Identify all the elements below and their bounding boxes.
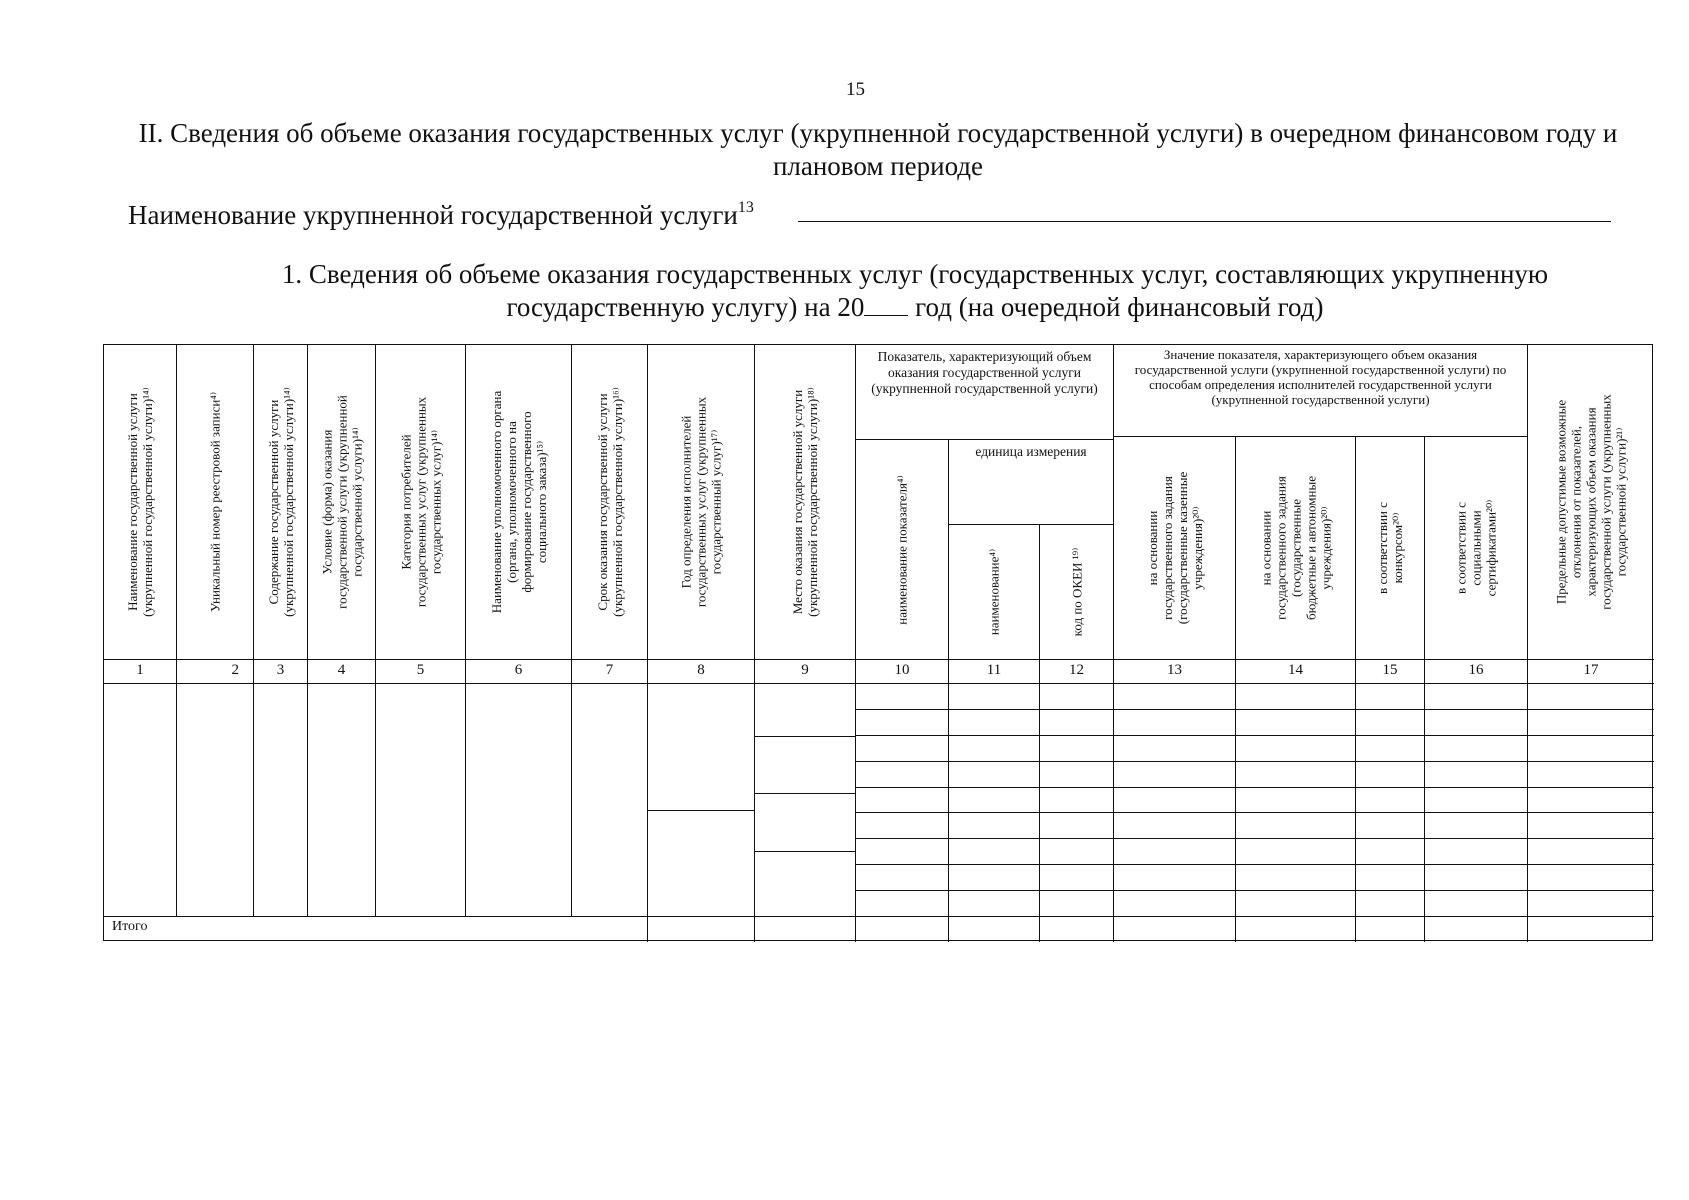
column-number-text: 3 [276, 662, 285, 678]
total-row-cell [755, 917, 856, 942]
header-col-16 [1425, 437, 1528, 660]
table-cell [1528, 762, 1654, 788]
table-cell [1356, 891, 1425, 917]
table-cell [949, 891, 1040, 917]
table-cell [1425, 839, 1528, 865]
column-number-12 [1040, 660, 1114, 684]
table-cell [1040, 813, 1114, 839]
body-merged-col-3 [254, 684, 308, 917]
table-cell [1114, 684, 1236, 710]
total-row-cell [1356, 917, 1425, 942]
table-cell [1236, 684, 1356, 710]
service-name-label [128, 193, 754, 232]
table-cell [1528, 865, 1654, 891]
column-number-9 [755, 660, 856, 684]
column-number-text: 13 [1167, 662, 1182, 678]
table-cell [1114, 891, 1236, 917]
body-col-9-block [755, 794, 856, 852]
header-group-value-text: Значение показателя, характеризующего объем оказания государственной услуги (укрупненной государственной услуги) по способам определения исполнителей государственной услуги (укрупненной государственной услуги) [1134, 347, 1507, 407]
table-cell [1114, 813, 1236, 839]
table-cell [856, 839, 949, 865]
total-row-cell [949, 917, 1040, 942]
table-cell [1040, 865, 1114, 891]
table-cell [1356, 710, 1425, 736]
table-cell [1425, 710, 1528, 736]
column-number-text: 6 [514, 662, 523, 678]
body-col-9-block [755, 684, 856, 737]
total-row-cell [856, 917, 949, 942]
body-col-9-block [755, 852, 856, 917]
table-cell [856, 736, 949, 762]
column-number-text: 14 [1288, 662, 1303, 678]
table-cell [1114, 736, 1236, 762]
section-title: II. Сведения об объеме оказания государственных услуг (укрупненной государственной услуги) в очередном финансовом году и плановом периоде [138, 118, 1618, 181]
table-cell [1425, 684, 1528, 710]
header-col-6-text: Наименование уполномоченного органа (органа, уполномоченного на формирование государственного социального заказа)¹⁵⁾ [488, 390, 549, 614]
column-number-17 [1528, 660, 1654, 684]
table-cell [1528, 788, 1654, 814]
header-col-14-text: на основании государственного задания (государственные бюджетные и автономные учреждения)²⁰⁾ [1258, 476, 1333, 620]
column-number-text: 17 [1583, 662, 1599, 678]
table-cell [1040, 839, 1114, 865]
header-col-5-text: Категория потребителей государственных услуг (укрупненных государственных услуг)¹⁴⁾ [398, 396, 443, 608]
table-cell [1425, 736, 1528, 762]
header-col-13-text: на основании государственного задания (государственные казенные учреждения)²⁰⁾ [1144, 471, 1205, 625]
body-col-9-block [755, 737, 856, 794]
table-cell [856, 788, 949, 814]
column-number-7 [572, 660, 648, 684]
table-cell [1236, 813, 1356, 839]
header-col-9 [755, 345, 856, 660]
column-number-text: 7 [605, 662, 614, 678]
page-number: 15 [846, 79, 865, 100]
table-cell [1040, 788, 1114, 814]
table-cell [1236, 839, 1356, 865]
header-group-indicator-text: Показатель, характеризующий объем оказания государственной услуги (укрупненной государственной услуги) [871, 349, 1098, 396]
volume-table [103, 344, 1653, 941]
column-number-16 [1425, 660, 1528, 684]
header-col-1 [104, 345, 177, 660]
table-cell [1425, 813, 1528, 839]
header-col-11 [949, 525, 1040, 660]
table-cell [1356, 788, 1425, 814]
header-col-3-text: Содержание государственной услуги (укрупненной государственной услуги)¹⁴⁾ [265, 387, 296, 617]
table-cell [1040, 736, 1114, 762]
footnote-13: 13 [737, 199, 754, 216]
column-number-5 [376, 660, 466, 684]
body-merged-col-4 [308, 684, 376, 917]
table-cell [1425, 762, 1528, 788]
column-number-text: 8 [697, 662, 705, 678]
table-cell [1528, 710, 1654, 736]
body-merged-col-7 [572, 684, 648, 917]
header-col-15 [1356, 437, 1425, 660]
table-cell [949, 736, 1040, 762]
table-cell [1356, 865, 1425, 891]
column-number-text: 12 [1069, 662, 1084, 678]
column-number-8 [648, 660, 755, 684]
header-col-10-text: наименование показателя⁴⁾ [894, 474, 910, 625]
header-col-12-text: код по ОКЕИ ¹⁹⁾ [1069, 547, 1084, 637]
service-name-text: Наименование укрупненной государственной услуги [128, 200, 738, 230]
column-number-15 [1356, 660, 1425, 684]
table-cell [949, 710, 1040, 736]
table-cell [1236, 865, 1356, 891]
header-col-4-text: Условие (форма) оказания государственной услуги (укрупненной государственной услуги)¹⁴⁾ [319, 395, 364, 609]
table-cell [856, 865, 949, 891]
table-cell [1236, 891, 1356, 917]
service-name-fill-line [798, 221, 1611, 222]
body-merged-col-5 [376, 684, 466, 917]
total-row-cell [1236, 917, 1356, 942]
header-col-2 [177, 345, 254, 660]
subsection-title-part1: 1. Сведения об объеме оказания государственных услуг (государственных услуг, составляющих укрупненную государственную услугу) на 20 [281, 259, 1549, 322]
header-col-8 [648, 345, 755, 660]
column-number-4 [308, 660, 376, 684]
header-col-3 [254, 345, 308, 660]
table-cell [1236, 736, 1356, 762]
table-cell [1040, 891, 1114, 917]
total-row-cell [1425, 917, 1528, 942]
header-group-unit [949, 440, 1114, 525]
header-col-6 [466, 345, 572, 660]
header-col-5 [376, 345, 466, 660]
header-group-value [1114, 345, 1528, 437]
table-cell [856, 813, 949, 839]
column-number-10 [856, 660, 949, 684]
table-cell [949, 839, 1040, 865]
table-cell [856, 684, 949, 710]
subsection-title-part2: год (на очередной финансовый год) [908, 292, 1324, 322]
column-number-text: 1 [136, 662, 144, 678]
column-number-text: 11 [986, 662, 1002, 678]
column-number-2 [177, 660, 254, 684]
table-cell [1040, 684, 1114, 710]
header-col-15-text: в соответствии с конкурсом²⁰⁾ [1375, 502, 1405, 594]
header-col-10 [856, 440, 949, 660]
column-number-1 [104, 660, 177, 684]
table-cell [1114, 865, 1236, 891]
column-number-14 [1236, 660, 1356, 684]
table-cell [856, 891, 949, 917]
header-group-indicator [856, 345, 1114, 440]
header-col-14 [1236, 437, 1356, 660]
column-number-11 [949, 660, 1040, 684]
total-row-cell [1040, 917, 1114, 942]
header-col-1-text: Наименование государственной услуги (укрупненной государственной услуги)¹⁴⁾ [125, 387, 155, 617]
header-col-9-text: Место оказания государственной услуги (укрупненной государственной услуги)¹⁸⁾ [790, 387, 820, 617]
table-cell [1040, 762, 1114, 788]
table-cell [1356, 839, 1425, 865]
header-col-17 [1528, 345, 1654, 660]
header-col-8-text: Год определения исполнителей государственных услуг (укрупненных государственный услуг)¹⁷⁾ [678, 396, 724, 608]
table-cell [1356, 736, 1425, 762]
header-col-13 [1114, 437, 1236, 660]
body-col-8-block [648, 811, 755, 918]
table-cell [856, 710, 949, 736]
total-row-cell [1114, 917, 1236, 942]
column-number-6 [466, 660, 572, 684]
header-col-12 [1040, 525, 1114, 660]
header-col-7-text: Срок оказания государственной услуги (укрупненной государственной услуги)¹⁶⁾ [594, 387, 625, 617]
column-number-text: 16 [1468, 662, 1484, 678]
header-group-unit-text: единица измерения [975, 444, 1087, 459]
table-cell [1114, 788, 1236, 814]
column-number-text: 9 [801, 662, 809, 678]
table-cell [1356, 813, 1425, 839]
table-cell [1528, 839, 1654, 865]
table-cell [949, 762, 1040, 788]
table-cell [1236, 710, 1356, 736]
body-col-8-block [648, 684, 755, 811]
table-cell [1114, 839, 1236, 865]
table-cell [949, 788, 1040, 814]
table-cell [949, 813, 1040, 839]
column-number-13 [1114, 660, 1236, 684]
total-row-cell [648, 917, 755, 942]
table-cell [1114, 762, 1236, 788]
header-col-16-text: в соответствии с социальными сертификатами²⁰⁾ [1453, 499, 1499, 597]
column-number-3 [254, 660, 308, 684]
table-cell [856, 762, 949, 788]
column-number-text: 10 [894, 662, 910, 678]
table-cell [1356, 762, 1425, 788]
table-cell [1114, 710, 1236, 736]
table-cell [949, 684, 1040, 710]
table-cell [1425, 788, 1528, 814]
header-col-4 [308, 345, 376, 660]
total-row-label-cell [104, 917, 648, 942]
column-number-text: 2 [231, 662, 239, 678]
table-cell [1425, 865, 1528, 891]
body-merged-col-1 [104, 684, 177, 917]
body-merged-col-6 [466, 684, 572, 917]
header-col-7 [572, 345, 648, 660]
table-cell [1528, 813, 1654, 839]
table-cell [1040, 710, 1114, 736]
table-cell [1528, 684, 1654, 710]
year-blank [864, 293, 908, 316]
column-number-text: 5 [416, 662, 425, 678]
subsection-title [190, 258, 1640, 324]
column-number-text: 4 [337, 662, 346, 678]
header-col-11-text: наименование⁴⁾ [986, 548, 1002, 636]
table-cell [1528, 736, 1654, 762]
table-cell [949, 865, 1040, 891]
table-cell [1236, 762, 1356, 788]
header-col-2-text: Уникальный номер реестровой записи⁴⁾ [207, 391, 223, 613]
column-number-text: 15 [1382, 662, 1398, 678]
header-col-17-text: Предельные допустимые возможные отклонения от показателей, характеризующих объем оказания государственной услуги (укрупненных государственной услуги)²¹⁾ [1553, 394, 1629, 610]
table-cell [1356, 684, 1425, 710]
total-label: Итого [112, 919, 148, 934]
table-cell [1528, 891, 1654, 917]
table-cell [1425, 891, 1528, 917]
total-row-cell [1528, 917, 1654, 942]
table-cell [1236, 788, 1356, 814]
body-merged-col-2 [177, 684, 254, 917]
